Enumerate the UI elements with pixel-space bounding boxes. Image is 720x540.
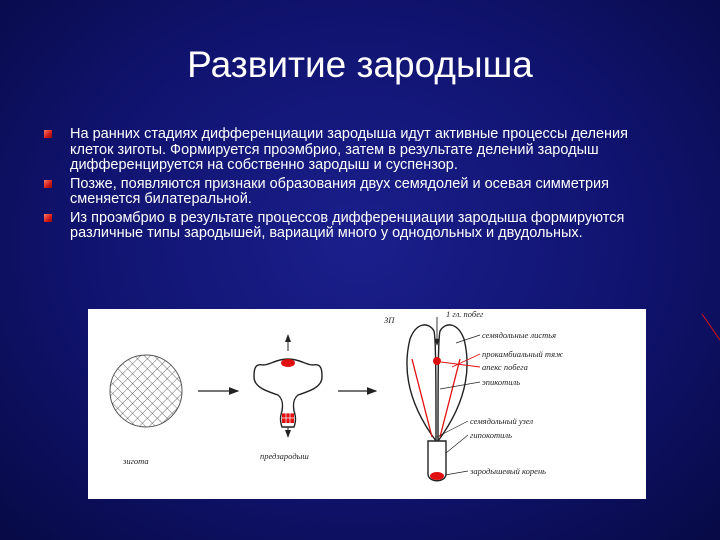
label-zygote: зигота [123, 456, 149, 466]
label-shoot-apex: апекс побега [482, 362, 528, 372]
bullet-marker-icon [44, 130, 52, 138]
embryo-diagram [88, 309, 646, 499]
label-epicotyl: эпикотиль [482, 377, 521, 387]
mature-embryo-drawing [407, 317, 480, 481]
bullet-item [42, 211, 662, 242]
bullet-list [42, 127, 662, 242]
zygote-drawing [108, 353, 184, 429]
bullet-item [42, 127, 662, 174]
bullet-text: Позже, появляются признаки образования двух семядолей и осевая симметрия сменяется билатеральной. [70, 175, 609, 207]
label-pre-embryo: предзародыш [260, 451, 309, 461]
label-cotyledon-leaves: семядольные листья [482, 330, 557, 340]
label-zp: ЗП [384, 315, 395, 325]
label-procambial-strand: прокамбиальный тяж [482, 349, 563, 359]
bullet-marker-icon [44, 214, 52, 222]
bullet-text: Из проэмбрио в результате процессов дифференциации зародыша формируются различные типы зародышей, вариаций много у однодольных и двудольных. [70, 209, 625, 241]
pre-embryo-drawing [254, 335, 322, 437]
embryo-development-figure [88, 309, 646, 499]
label-embryonic-root: зародышевый корень [470, 466, 547, 476]
bullet-marker-icon [44, 180, 52, 188]
bullet-text: На ранних стадиях дифференциации зародыша идут активные процессы деления клеток зиготы. Формируется проэмбрио, затем в результате делений зародыш дифференцируется на собственно зародыш и суспензор. [70, 126, 629, 173]
label-cotyledon-node: семядольный узел [470, 416, 534, 426]
label-first-shoot: 1 гл. побег [446, 309, 484, 319]
label-hypocotyl: гипокотиль [470, 430, 512, 440]
bullet-item [42, 177, 662, 208]
slide-title: Развитие зародыша [187, 44, 533, 85]
decorative-corner-line [700, 312, 720, 342]
